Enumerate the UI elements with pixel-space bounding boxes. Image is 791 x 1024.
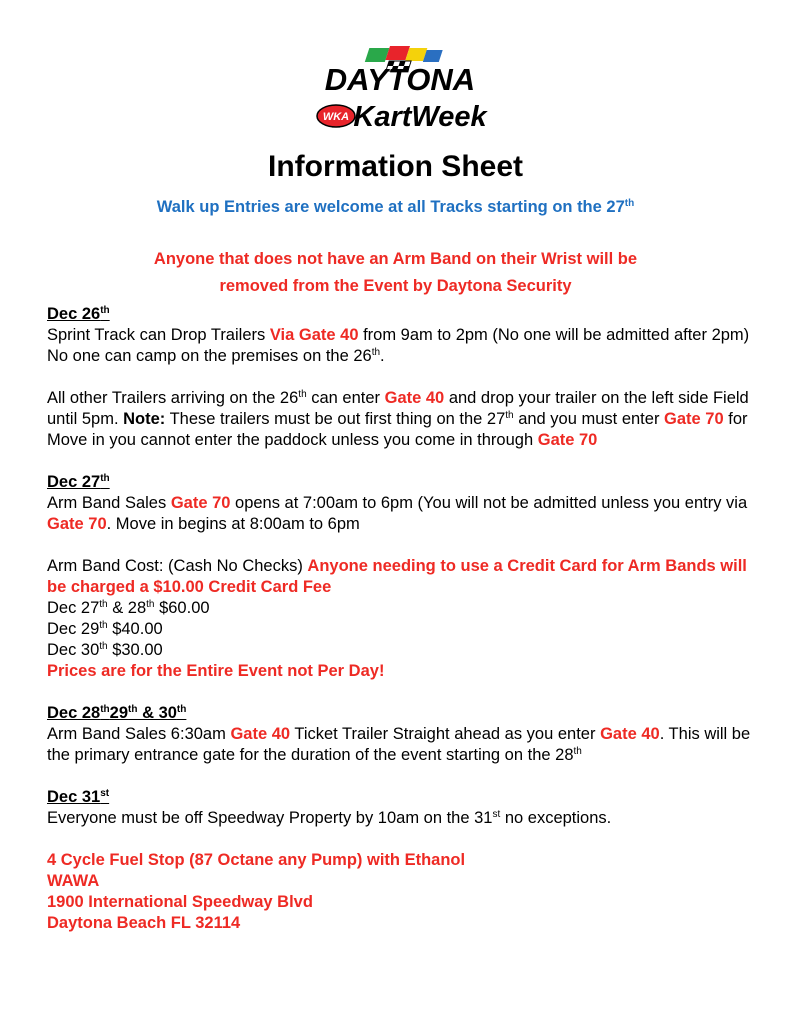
armband-warning — [60, 246, 731, 300]
dec28-paragraph-1: Arm Band Sales 6:30am Gate 40 Ticket Trailer Straight ahead as you enter Gate 40. This will be the primary entrance gate for the duration of the event starting on the 28th — [47, 725, 751, 764]
walkup-notice — [0, 198, 791, 217]
dec31-paragraph-1: Everyone must be off Speedway Property by 10am on the 31st no exceptions. — [47, 809, 612, 827]
armband-cost: Arm Band Cost: (Cash No Checks) Anyone needing to use a Credit Card for Arm Bands will be charged a $10.00 Credit Card Fee — [47, 557, 747, 596]
fuel-line-3: 1900 International Speedway Blvd — [47, 893, 313, 911]
price-row: Dec 30th $30.00 — [47, 641, 163, 659]
walkup-text: Walk up Entries are welcome at all Tracks starting on the 27 — [156, 198, 625, 216]
dec27-paragraph-1: Arm Band Sales Gate 70 opens at 7:00am to 6pm (You will not be admitted unless you entry via Gate 70. Move in begins at 8:00am to 6pm — [47, 494, 748, 533]
page-title: Information Sheet — [267, 150, 523, 183]
fuel-line-1: 4 Cycle Fuel Stop (87 Octane any Pump) with Ethanol — [47, 851, 466, 869]
dec26-paragraph-1: Sprint Track can Drop Trailers Via Gate 40 from 9am to 2pm (No one will be admitted after 2pm) No one can camp on the premises on the 26th. — [47, 326, 750, 365]
walkup-sup: th — [624, 198, 635, 209]
price-row: Dec 29th $40.00 — [47, 620, 163, 638]
logo-sub-text: KartWeek — [353, 101, 487, 133]
warning-line-1: Anyone that does not have an Arm Band on their Wrist will be — [153, 250, 638, 268]
warning-line-2: removed from the Event by Daytona Security — [219, 277, 572, 295]
logo-brand-text: DAYTONA — [324, 62, 476, 97]
fuel-line-2: WAWA — [47, 872, 100, 890]
fuel-line-4: Daytona Beach FL 32114 — [47, 914, 241, 932]
prices-note: Prices are for the Entire Event not Per Day! — [47, 662, 385, 680]
dec28-heading: Dec 28th29th & 30th — [47, 704, 187, 722]
dec31-heading: Dec 31st — [47, 788, 110, 806]
daytona-kartweek-logo — [300, 44, 500, 134]
logo-badge-text: WKA — [322, 111, 350, 123]
dec26-heading: Dec 26th — [47, 305, 110, 323]
schedule-content — [47, 304, 767, 934]
dec26-paragraph-2: All other Trailers arriving on the 26th can enter Gate 40 and drop your trailer on the left side Field until 5pm. Note: These trailers must be out first thing on the 27th and you must enter Gate 70 for Move in you cannot enter the paddock unless you come in through Gate 70 — [47, 389, 749, 449]
price-row: Dec 27th & 28th $60.00 — [47, 599, 210, 617]
dec27-heading: Dec 27th — [47, 473, 110, 491]
